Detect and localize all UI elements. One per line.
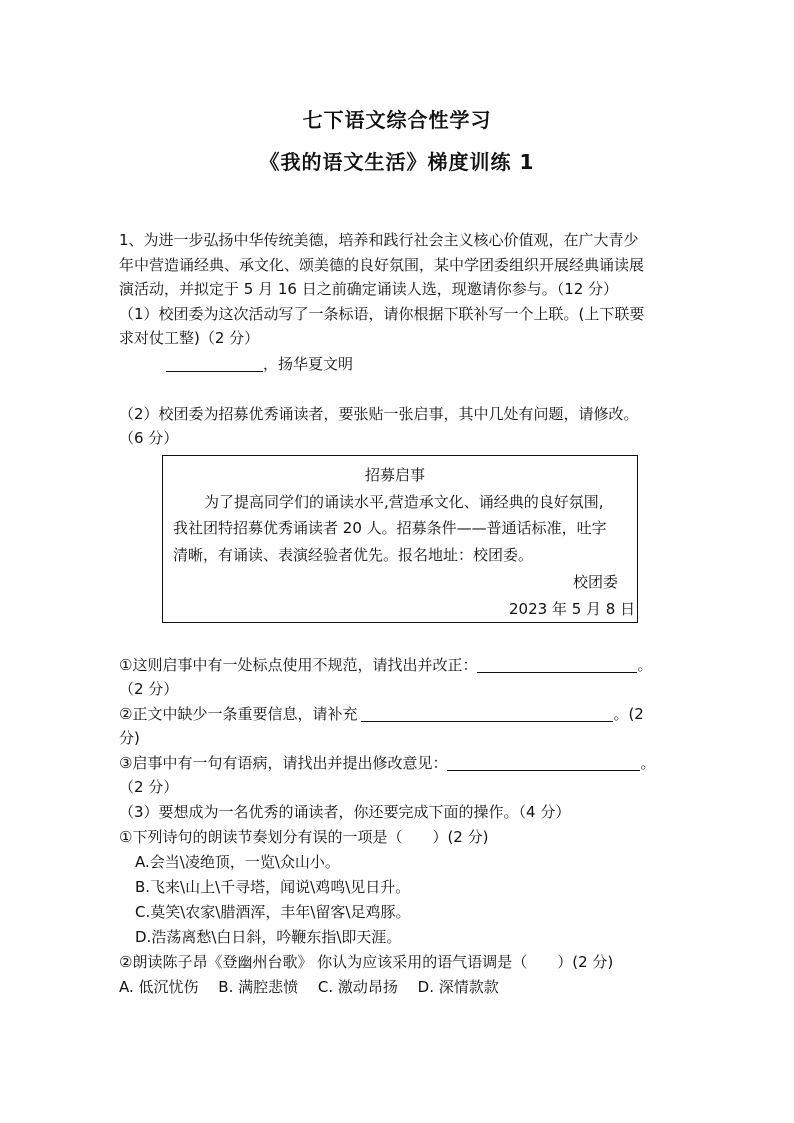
sub-question-c [119, 752, 679, 774]
option-a: A.会当\凌绝顶，一览\众山小。 [135, 853, 340, 871]
sub-question-c-score: （2 分） [119, 778, 179, 796]
part-1-prompt: （1）校团委为这次活动写了一条标语，请你根据下联补写一个上联。(上下联要 [119, 305, 645, 323]
answer-blank-b[interactable] [361, 705, 613, 722]
question-1-intro-line: 年中营造诵经典、承文化、颂美德的良好氛围，某中学团委组织开展经典诵读展 [119, 256, 645, 274]
sub-question-c-end: 。 [640, 754, 656, 772]
notice-date: 2023 年 5 月 8 日 [509, 600, 636, 618]
sub-question-a-score: （2 分） [119, 680, 179, 698]
sub-question-c-text: ③启事中有一句有语病，请找出并提出修改意见： [119, 754, 448, 772]
sub-question-a-end: 。 [637, 656, 653, 674]
document-subtitle: 《我的语文生活》梯度训练 1 [259, 150, 535, 174]
option-c: C.莫笑\农家\腊酒浑，丰年\留客\足鸡豚。 [135, 903, 411, 921]
option-b: B.飞来\山上\千寻塔，闻说\鸡鸣\见日升。 [135, 878, 411, 896]
part-2-score: （6 分） [119, 429, 179, 447]
part-1-prompt: 求对仗工整)（2 分） [119, 329, 260, 347]
notice-body-line: 为了提高同学们的诵读水平,营造承文化、诵经典的良好氛围, [204, 493, 604, 511]
answer-blank-c[interactable] [447, 754, 640, 771]
notice-body-line: 清晰，有诵读、表演经验者优先。报名地址：校团委。 [173, 546, 534, 564]
sub-question-b-score: 分) [119, 729, 140, 747]
notice-heading: 招募启事 [365, 466, 426, 484]
option-d: D.浩荡离愁\白日斜，吟鞭东指\即天涯。 [135, 928, 402, 946]
recruitment-notice-box [162, 455, 638, 623]
part-3-prompt: （3）要想成为一名优秀的诵读者，你还要完成下面的操作。（4 分） [119, 803, 571, 821]
question-1-intro-line: 演活动，并拟定于 5 月 16 日之前确定诵读人选，现邀请你参与。（12 分） [119, 280, 619, 298]
answer-blank-a[interactable] [477, 656, 637, 673]
part-3-question-a: ①下列诗句的朗读节奏划分有误的一项是（ ）(2 分) [119, 828, 489, 846]
sub-question-a-text: ①这则启事中有一处标点使用不规范，请找出并改正： [119, 656, 478, 674]
sub-question-b-end: 。(2 [613, 705, 644, 723]
couplet-answer-blank[interactable] [166, 355, 263, 372]
part-3-question-b-options: A. 低沉忧伤 B. 满腔悲愤 C. 激动昂扬 D. 深情款款 [119, 978, 499, 996]
question-1-intro-line: 1、为进一步弘扬中华传统美德，培养和践行社会主义核心价值观，在广大青少 [119, 231, 639, 249]
couplet-answer-line [166, 353, 726, 375]
part-2-prompt: （2）校团委为招募优秀诵读者，要张贴一张启事，其中几处有问题，请修改。 [119, 405, 639, 423]
notice-body-line: 我社团特招募优秀诵读者 20 人。招募条件——普通话标准，吐字 [173, 519, 607, 537]
couplet-lower-line: ，扬华夏文明 [263, 355, 354, 373]
part-3-question-b: ②朗读陈子昂《登幽州台歌》 你认为应该采用的语气语调是（ ）(2 分) [119, 953, 614, 971]
notice-signature: 校团委 [573, 573, 619, 591]
sub-question-b [119, 703, 679, 725]
document-title: 七下语文综合性学习 [302, 108, 492, 132]
sub-question-b-text: ②正文中缺少一条重要信息，请补充 [119, 705, 358, 723]
sub-question-a [119, 654, 679, 676]
